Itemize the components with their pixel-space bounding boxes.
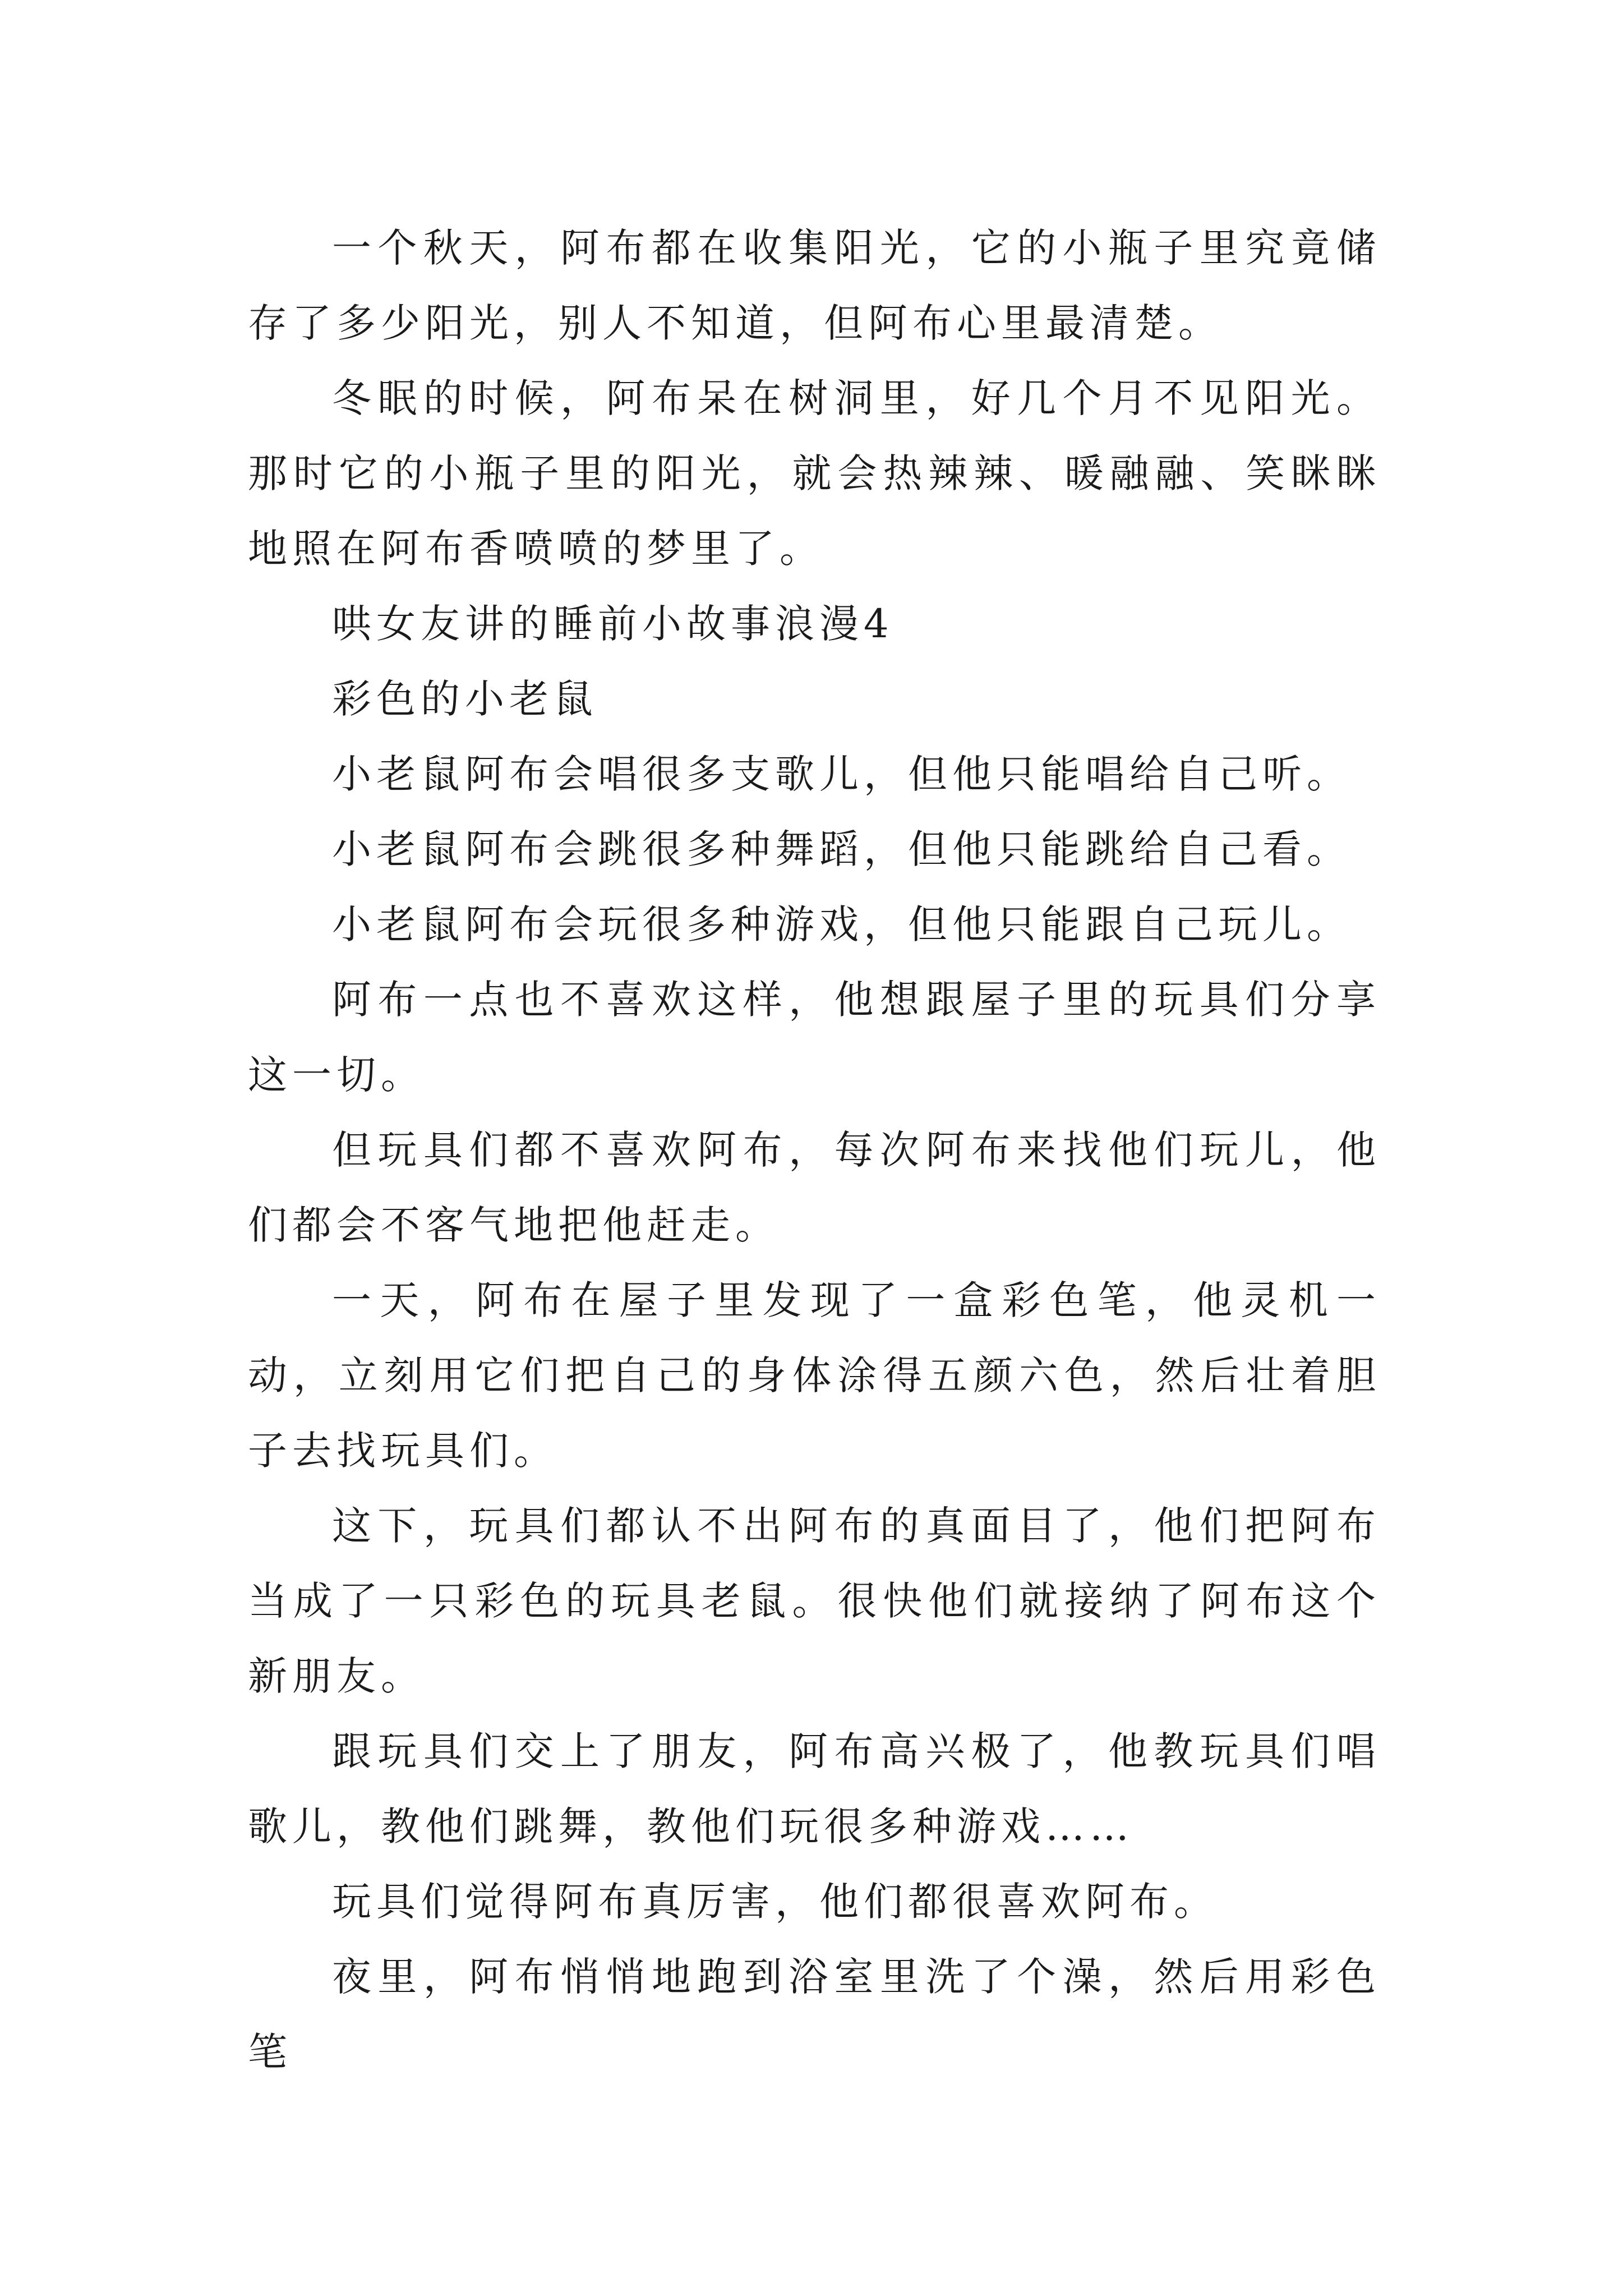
paragraph: 小老鼠阿布会跳很多种舞蹈，但他只能跳给自己看。 [332, 826, 1351, 872]
paragraph: 但玩具们都不喜欢阿布，每次阿布来找他们玩儿，他们都会不客气地把他赶走。 [248, 1127, 1381, 1248]
paragraph: 一个秋天，阿布都在收集阳光，它的小瓶子里究竟储存了多少阳光，别人不知道，但阿布心里最清楚。 [248, 225, 1381, 346]
paragraph: 一天，阿布在屋子里发现了一盒彩色笔，他灵机一动，立刻用它们把自己的身体涂得五颜六色，然后壮着胆子去找玩具们。 [248, 1277, 1381, 1474]
section-heading: 哄女友讲的睡前小故事浪漫4 [332, 601, 894, 647]
paragraph: 小老鼠阿布会唱很多支歌儿，但他只能唱给自己听。 [332, 751, 1351, 797]
paragraph: 小老鼠阿布会玩很多种游戏，但他只能跟自己玩儿。 [332, 901, 1351, 947]
paragraph: 这下，玩具们都认不出阿布的真面目了，他们把阿布当成了一只彩色的玩具老鼠。很快他们就接纳了阿布这个新朋友。 [248, 1503, 1381, 1699]
paragraph: 夜里，阿布悄悄地跑到浴室里洗了个澡，然后用彩色笔 [248, 1954, 1381, 2075]
body-text [248, 210, 1381, 2090]
paragraph: 跟玩具们交上了朋友，阿布高兴极了，他教玩具们唱歌儿，教他们跳舞，教他们玩很多种游戏…… [248, 1728, 1381, 1849]
paragraph: 阿布一点也不喜欢这样，他想跟屋子里的玩具们分享这一切。 [248, 977, 1381, 1098]
paragraph: 玩具们觉得阿布真厉害，他们都很喜欢阿布。 [332, 1879, 1218, 1925]
story-title: 彩色的小老鼠 [332, 676, 598, 722]
paragraph: 冬眠的时候，阿布呆在树洞里，好几个月不见阳光。那时它的小瓶子里的阳光，就会热辣辣、暖融融、笑眯眯地照在阿布香喷喷的梦里了。 [248, 375, 1381, 572]
